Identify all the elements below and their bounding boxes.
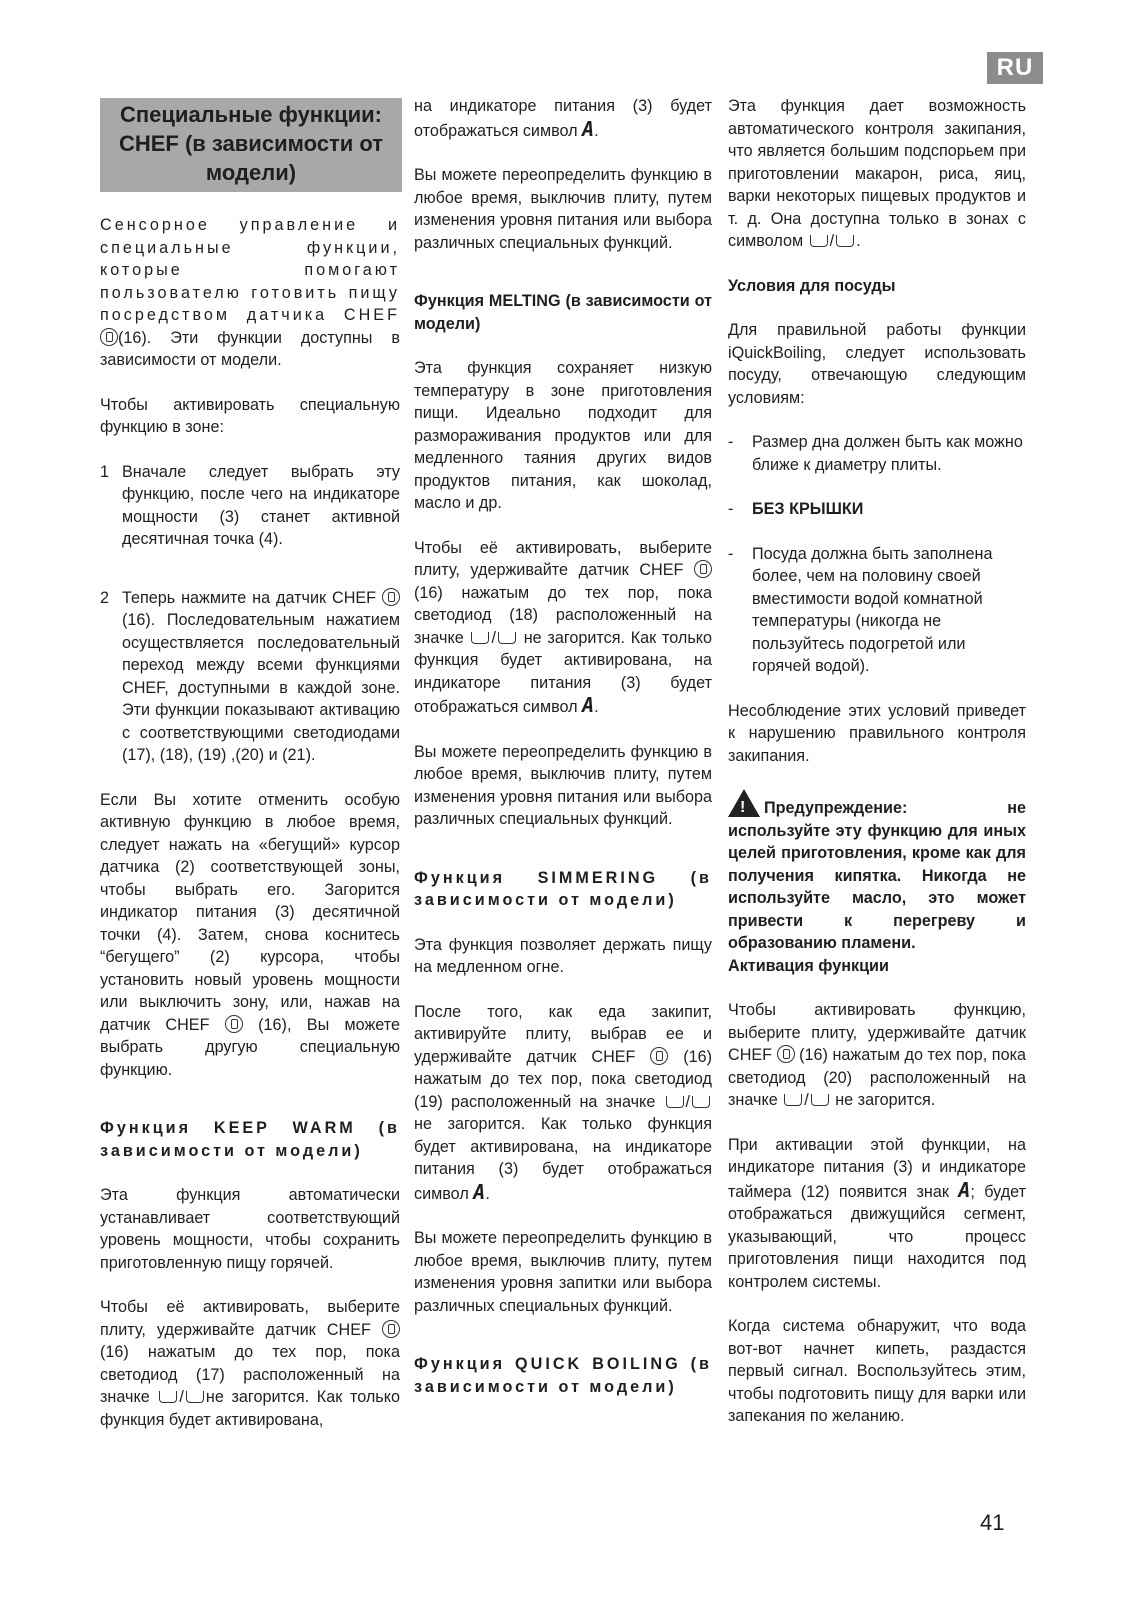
override-paragraph-1: Вы можете переопределить функцию в любое время, выключив плиту, путем изменения уровня питания или выбора различных специальных функций. bbox=[414, 166, 712, 252]
warning-icon bbox=[728, 789, 760, 817]
melting-alt-icon bbox=[498, 632, 516, 644]
activation-heading: Активация функции bbox=[728, 956, 889, 975]
non-compliance-paragraph: Несоблюдение этих условий приведет к нарушению правильного контроля закипания. bbox=[728, 701, 1026, 765]
simmering-activate: После того, как еда закипит, активируйте плиту, выбрав ее и удерживайте датчик CHEF (16) нажатым до тех пор, пока светодиод (19) расположенный на значке / не загорится. Как только функция будет активирована, на индикаторе питания (3) будет отображаться символ A. bbox=[414, 1002, 712, 1204]
page-number: 41 bbox=[980, 1510, 1005, 1535]
quick-boiling-heading: Функция QUICK BOILING (в зависимости от модели) bbox=[414, 1355, 712, 1396]
column-3 bbox=[728, 95, 1026, 1450]
cookware-intro: Для правильной работы функции iQuickBoiling, следует использовать посуду, отвечающую следующим условиям: bbox=[728, 321, 1026, 407]
column-2 bbox=[414, 95, 712, 1420]
simmering-alt-icon bbox=[692, 1096, 710, 1108]
melt-display-line: на индикаторе питания (3) будет отображаться символ A. bbox=[414, 97, 712, 141]
warning-paragraph: !Предупреждение: не используйте эту функцию для иных целей приготовления, кроме как для получения кипятка. Никогда не используйте масло, это может привести к перегреву и образованию пламени. bbox=[728, 789, 1026, 955]
step-1: 1 Вначале следует выбрать эту функцию, после чего на индикаторе мощности (3) станет активной десятичная точка (4). bbox=[100, 462, 400, 548]
display-symbol: A bbox=[582, 116, 595, 141]
simmering-icon bbox=[666, 1096, 684, 1108]
simmering-heading: Функция SIMMERING (в зависимости от модели) bbox=[414, 868, 712, 909]
melting-desc: Эта функция сохраняет низкую температуру в зоне приготовления пищи. Идеально подходит для размораживания продуктов или для медленного таяния других видов продуктов питания, как шоколад, масло и др. bbox=[414, 359, 712, 512]
activate-intro: Чтобы активировать специальную функцию в зоне: bbox=[100, 395, 400, 436]
keep-warm-alt-icon bbox=[186, 1391, 204, 1403]
section-title: Специальные функции: CHEF (в зависимости от модели) bbox=[100, 98, 402, 192]
melting-icon bbox=[471, 632, 489, 644]
keep-warm-activate: Чтобы её активировать, выберите плиту, удерживайте датчик CHEF (16) нажатым до тех пор, пока светодиод (17) расположенный на значке / не загорится. Как только функция будет активирована, bbox=[100, 1298, 400, 1429]
boiling-alt-icon bbox=[836, 235, 854, 247]
step-2: 2 Теперь нажмите на датчик CHEF (16). Последовательным нажатием осуществляется последовательный переход между всеми функциями CHEF, доступными в каждой зоне. Эти функции показывают активацию с соответствующими светодиодами (17), (18), (19) ,(20) и (21). bbox=[100, 588, 400, 764]
boil-detect-paragraph: Когда система обнаружит, что вода вот-вот начнет кипеть, раздастся первый сигнал. Воспользуйтесь этим, чтобы подготовить пищу для варки или запекания по желанию. bbox=[728, 1317, 1026, 1425]
chef-sensor-icon bbox=[777, 1045, 795, 1063]
melting-heading: Функция MELTING (в зависимости от модели) bbox=[414, 292, 712, 333]
simmering-desc: Эта функция позволяет держать пищу на медленном огне. bbox=[414, 935, 712, 976]
keep-warm-heading: Функция KEEP WARM (в зависимости от модели) bbox=[100, 1119, 400, 1160]
display-symbol: A bbox=[582, 693, 595, 717]
chef-sensor-icon bbox=[382, 1320, 400, 1338]
boiling-alt-icon bbox=[811, 1094, 829, 1106]
chef-sensor-icon bbox=[100, 328, 118, 346]
activation-paragraph: Чтобы активировать функцию, выберите плиту, удерживайте датчик CHEF (16) нажатым до тех пор, пока светодиод (20) расположенный на значке / не загорится. bbox=[728, 1001, 1027, 1109]
chef-sensor-icon bbox=[225, 1015, 243, 1033]
chef-sensor-icon bbox=[650, 1047, 668, 1065]
chef-sensor-icon bbox=[382, 588, 400, 606]
activation-display-paragraph: При активации этой функции, на индикаторе питания (3) и индикаторе таймера (12) появится знак A; будет отображаться движущийся сегмент, указывающий, что процесс приготовления пищи находится под контролем системы. bbox=[728, 1135, 1027, 1291]
cookware-heading: Условия для посуды bbox=[728, 276, 896, 295]
quick-boiling-desc: Эта функция дает возможность автоматического контроля закипания, что является большим подспорьем при приготовлении макарон, риса, яиц, варки некоторых пищевых продуктов и т. д. Она доступна только в зонах с символом / . bbox=[728, 97, 1026, 250]
melting-activate: Чтобы её активировать, выберите плиту, удерживайте датчик CHEF (16) нажатым до тех пор, пока светодиод (18) расположенный на значке / не загорится. Как только функция будет активирована, на индикаторе питания (3) будет отображаться символ A. bbox=[414, 538, 713, 717]
display-symbol: A bbox=[958, 1177, 971, 1202]
column-1 bbox=[100, 214, 400, 1453]
condition-2: - БЕЗ КРЫШКИ bbox=[728, 500, 864, 518]
override-paragraph-3: Вы можете переопределить функцию в любое время, выключив плиту, путем изменения уровня запитки или выбора различных специальных функций. bbox=[414, 1229, 712, 1315]
display-symbol: A bbox=[473, 1179, 486, 1204]
keep-warm-icon bbox=[159, 1391, 177, 1403]
chef-sensor-icon bbox=[694, 560, 712, 578]
override-paragraph-2: Вы можете переопределить функцию в любое время, выключив плиту, путем изменения уровня питания или выбора различных специальных функций. bbox=[414, 742, 712, 828]
condition-1: - Размер дна должен быть как можно ближе к диаметру плиты. bbox=[728, 433, 1023, 474]
cancel-paragraph: Если Вы хотите отменить особую активную функцию в любое время, следует нажать на «бегущий» курсор датчика (2) соответствующей зоны, чтобы выбрать его. Загорится индикатор питания (3) десятичной точки (4). Затем, снова коснитесь “бегущего” (2) курсора, чтобы установить новый уровень мощности или выключить зону, или, нажав на датчик CHEF (16), Вы можете выбрать другую специальную функцию. bbox=[100, 790, 401, 1079]
language-badge: RU bbox=[987, 52, 1043, 84]
boiling-icon bbox=[784, 1094, 802, 1106]
boiling-icon bbox=[810, 235, 828, 247]
condition-3: - Посуда должна быть заполнена более, чем на половину своей вместимости водой комнатной температуры (никогда не пользуйтесь подогретой или горячей водой). bbox=[728, 544, 993, 675]
intro-paragraph: Сенсорное управление и специальные функции, которые помогают пользователю готовить пищу посредством датчика CHEF (16). Эти функции доступны в зависимости от модели. bbox=[100, 216, 400, 369]
keep-warm-desc: Эта функция автоматически устанавливает соответствующий уровень мощности, чтобы сохранить приготовленную пищу горячей. bbox=[100, 1186, 400, 1272]
